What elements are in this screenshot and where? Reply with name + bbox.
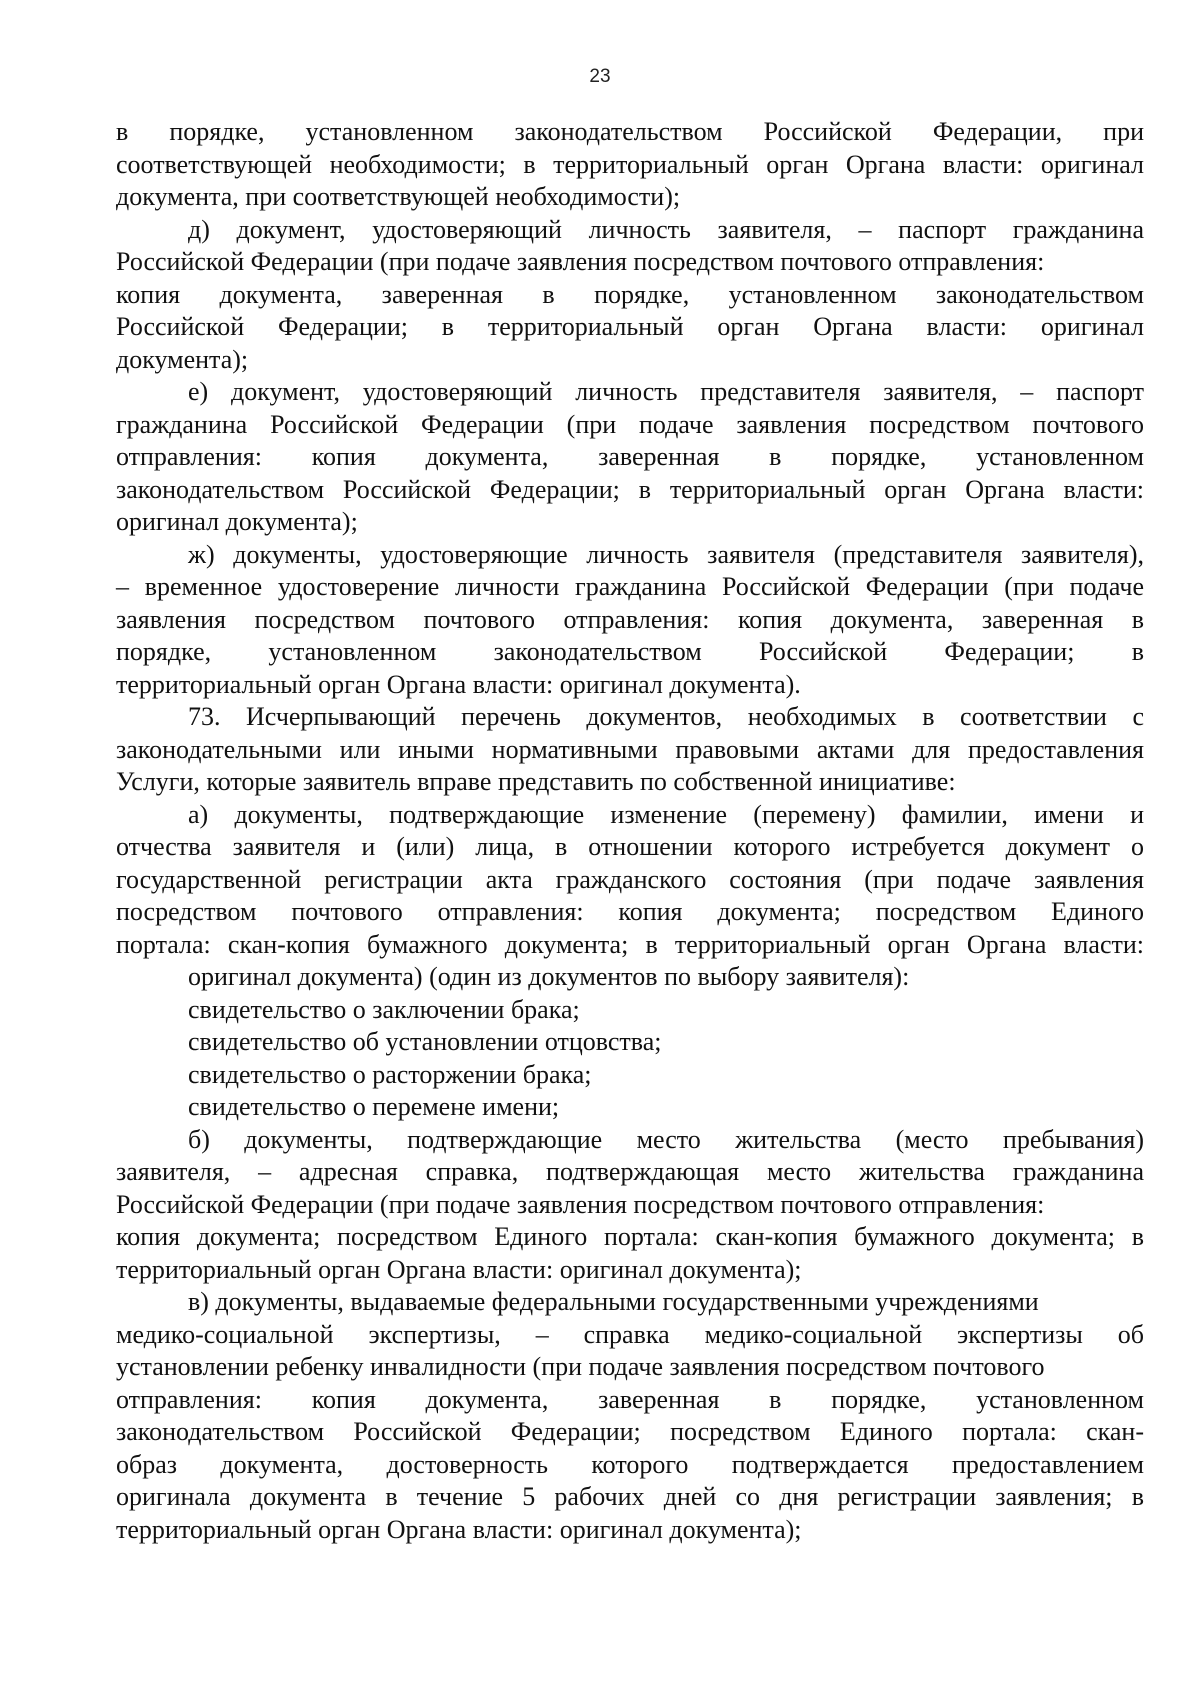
document-body: [116, 116, 1144, 1546]
text-line: свидетельство о заключении брака;: [188, 994, 580, 1024]
text-line: Российской Федерации; в территориальный орган Органа власти: оригинал: [116, 312, 1144, 341]
text-line: документа, при соответствующей необходимости);: [116, 182, 681, 211]
text-line: отправления: копия документа, заверенная в порядке, установленном: [116, 442, 1144, 471]
text-line: соответствующей необходимости; в территориальный орган Органа власти: оригинал: [116, 149, 1144, 179]
text-line: гражданина Российской Федерации (при подаче заявления посредством почтового: [116, 409, 1144, 439]
text-line: территориальный орган Органа власти: оригинал документа).: [116, 669, 801, 699]
text-line: законодательством Российской Федерации; посредством Единого портала: скан-: [116, 1417, 1144, 1446]
text-line: законодательством Российской Федерации; в территориальный орган Органа власти:: [116, 474, 1144, 504]
text-line: Российской Федерации (при подаче заявления посредством почтового отправления:: [116, 247, 1045, 276]
text-line: свидетельство о расторжении брака;: [188, 1059, 592, 1089]
text-line: медико-социальной экспертизы, – справка медико-социальной экспертизы об: [116, 1319, 1144, 1349]
text-line: территориальный орган Органа власти: оригинал документа);: [116, 1514, 802, 1544]
text-line: свидетельство о перемене имени;: [188, 1092, 560, 1121]
text-line: заявителя, – адресная справка, подтверждающая место жительства гражданина: [116, 1157, 1144, 1186]
text-line: оригинала документа в течение 5 рабочих дней со дня регистрации заявления; в: [116, 1482, 1144, 1511]
text-line: заявления посредством почтового отправления: копия документа, заверенная в: [116, 604, 1144, 634]
text-line: в) документы, выдаваемые федеральными государственными учреждениями: [188, 1287, 1039, 1316]
text-line: а) документы, подтверждающие изменение (перемену) фамилии, имени и: [188, 799, 1144, 829]
text-line: 73. Исчерпывающий перечень документов, необходимых в соответствии с: [188, 702, 1144, 731]
text-line: законодательными или иными нормативными правовыми актами для предоставления: [116, 734, 1144, 764]
text-line: государственной регистрации акта гражданского состояния (при подаче заявления: [116, 864, 1144, 894]
text-line: д) документ, удостоверяющий личность заявителя, – паспорт гражданина: [188, 214, 1144, 244]
text-line: отправления: копия документа, заверенная в порядке, установленном: [116, 1384, 1144, 1414]
text-line: документа);: [116, 344, 249, 374]
text-line: оригинал документа) (один из документов по выбору заявителя):: [188, 962, 910, 991]
text-line: порядке, установленном законодательством Российской Федерации; в: [116, 637, 1144, 666]
page-number: 23: [589, 66, 611, 87]
text-line: территориальный орган Органа власти: оригинал документа);: [116, 1254, 802, 1284]
text-line: – временное удостоверение личности гражданина Российской Федерации (при подаче: [116, 572, 1144, 601]
text-line: посредством почтового отправления: копия документа; посредством Единого: [116, 897, 1144, 926]
text-line: копия документа; посредством Единого портала: скан-копия бумажного документа; в: [116, 1222, 1144, 1251]
text-line: Российской Федерации (при подаче заявления посредством почтового отправления:: [116, 1189, 1045, 1219]
text-line: установлении ребенку инвалидности (при подаче заявления посредством почтового: [116, 1352, 1045, 1381]
text-line: свидетельство об установлении отцовства;: [188, 1027, 662, 1056]
text-line: копия документа, заверенная в порядке, установленном законодательством: [116, 279, 1144, 309]
text-line: отчества заявителя и (или) лица, в отношении которого истребуется документ о: [116, 832, 1144, 861]
text-line: е) документ, удостоверяющий личность представителя заявителя, – паспорт: [188, 377, 1144, 406]
text-line: ж) документы, удостоверяющие личность заявителя (представителя заявителя),: [188, 539, 1144, 569]
text-line: б) документы, подтверждающие место жительства (место пребывания): [188, 1124, 1144, 1154]
text-line: в порядке, установленном законодательством Российской Федерации, при: [116, 117, 1144, 146]
text-line: образ документа, достоверность которого подтверждается предоставлением: [116, 1449, 1144, 1479]
text-line: оригинал документа);: [116, 507, 358, 536]
text-line: Услуги, которые заявитель вправе представить по собственной инициативе:: [116, 767, 956, 796]
text-line: портала: скан-копия бумажного документа; в территориальный орган Органа власти:: [116, 929, 1144, 959]
